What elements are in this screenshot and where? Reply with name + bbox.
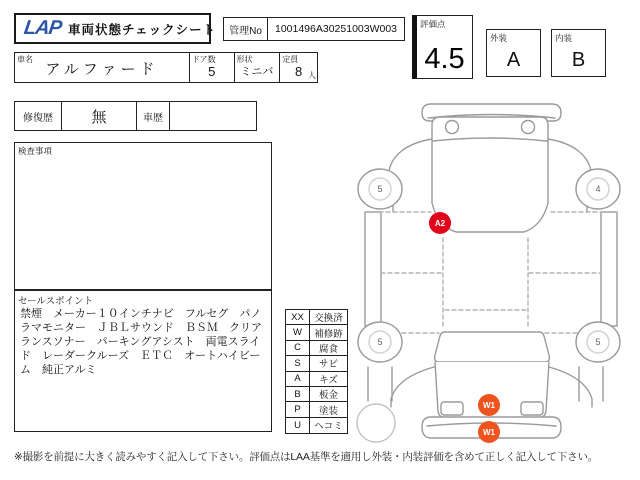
damage-marker-w1-hood-code: W1 xyxy=(483,401,495,410)
inspection-items-label: 検査事項 xyxy=(18,146,53,156)
car-history-label: 車歴 xyxy=(136,102,169,130)
car-name-cell xyxy=(15,53,189,82)
exterior-label: 外装 xyxy=(490,33,508,43)
tire-depths xyxy=(377,184,600,347)
car-name-label: 車名 xyxy=(17,55,33,64)
legend-label: 補修跡 xyxy=(310,325,347,340)
front-right-quarter xyxy=(549,367,592,407)
sheet-title: 車両状態チェックシート xyxy=(68,22,217,37)
damage-marker-a2-code: A2 xyxy=(434,219,446,228)
exterior-grade-box xyxy=(486,29,541,77)
vehicle-diagram xyxy=(355,85,640,460)
capacity-label: 定員 xyxy=(282,55,299,64)
legend-code: S xyxy=(286,356,310,371)
score-value: 4.5 xyxy=(424,43,465,75)
doors-value: 5 xyxy=(208,64,216,79)
legend-code: B xyxy=(286,387,310,402)
capacity-value: 8 xyxy=(295,64,303,79)
capacity-unit: 人 xyxy=(308,71,316,80)
exterior-value: A xyxy=(506,49,521,71)
sales-points-label: セールスポイント xyxy=(18,296,94,307)
tire-depth-rear-right: 4 xyxy=(595,184,601,194)
interior-grade-box xyxy=(551,29,606,77)
rear-hatch xyxy=(432,117,548,203)
legend-label: ヘコミ xyxy=(314,421,343,433)
fold-lines xyxy=(365,212,617,333)
inspection-items-box xyxy=(14,142,272,290)
sales-points-box xyxy=(14,290,272,432)
doors-cell xyxy=(189,53,234,82)
legend-code: C xyxy=(286,341,310,356)
tire-depth-rear-left: 5 xyxy=(377,184,383,194)
legend-label: サビ xyxy=(310,356,347,371)
car-name-value: アルファード xyxy=(45,61,159,78)
legend-label: 腐食 xyxy=(310,341,347,356)
repair-history-row xyxy=(14,101,257,131)
damage-code-legend xyxy=(285,309,348,434)
logo-title-box xyxy=(14,13,217,44)
legend-label: 交換済 xyxy=(310,310,347,325)
repair-value: 無 xyxy=(61,102,136,130)
interior-value: B xyxy=(571,49,586,71)
tire-depth-front-left: 5 xyxy=(377,337,383,347)
score-label: 評価点 xyxy=(420,19,446,29)
manage-no-value: 1001496A30251003W003 xyxy=(274,23,398,35)
legend-label: 塗装 xyxy=(310,402,347,417)
legend-code: P xyxy=(286,402,310,417)
lap-logo: LAP xyxy=(22,17,63,39)
spare-tire-circle xyxy=(357,404,395,442)
legend-label: 板金 xyxy=(310,387,347,402)
tire-depth-front-right: 5 xyxy=(595,337,601,347)
side-strip-left xyxy=(365,212,381,326)
legend-code: XX xyxy=(286,310,310,325)
car-history-value xyxy=(169,102,256,130)
front-left-quarter xyxy=(391,367,434,407)
repair-label: 修復歴 xyxy=(23,112,53,124)
footer-note: ※撮影を前提に大きく読みやすく記入して下さい。評価点はLAA基準を適用し外装・内装評価を含めて正しく記入して下さい。 xyxy=(14,451,599,463)
shape-label: 形状 xyxy=(236,55,253,64)
windshield xyxy=(435,332,550,362)
interior-label: 内装 xyxy=(555,33,573,43)
legend-code: W xyxy=(286,325,310,340)
doors-label: ドア数 xyxy=(191,55,216,64)
sales-points-text: 禁煙 メーカー１０インチナビ フルセグ パノラマモニター ＪＢＬサウンド ＢＳＭ クリアランスソナー パーキングアシスト 両電スライド レーダークルーズ ＥＴＣ オートハイビーム 純正アルミ xyxy=(20,308,262,376)
shape-value: ミニバ xyxy=(240,66,274,78)
manage-no-label: 管理No xyxy=(224,18,268,40)
legend-code: A xyxy=(286,372,310,387)
legend-code: U xyxy=(286,418,310,433)
front-left-skirt xyxy=(368,367,392,401)
side-strip-right xyxy=(601,212,617,326)
legend-label: キズ xyxy=(310,372,347,387)
manage-no-box xyxy=(223,17,405,41)
shape-cell xyxy=(234,53,280,82)
capacity-cell xyxy=(279,53,317,82)
damage-marker-w1-bumper-code: W1 xyxy=(483,428,495,437)
score-box xyxy=(412,15,473,79)
vehicle-info-row xyxy=(14,52,318,83)
